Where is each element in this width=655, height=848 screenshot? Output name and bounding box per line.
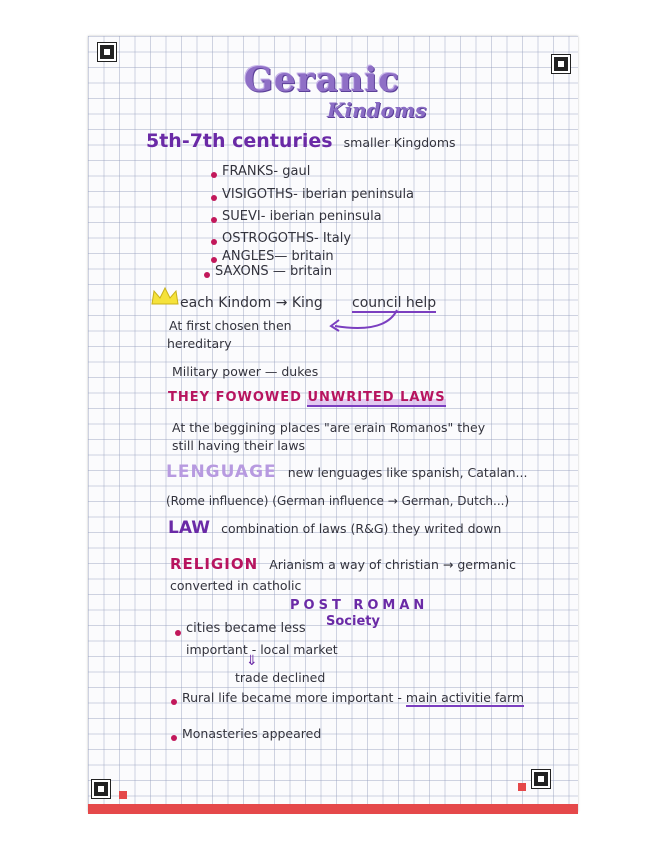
religion-line-2: converted in catholic <box>170 578 302 593</box>
bullet-icon <box>211 257 217 263</box>
laws-heading: THEY FOWOWED UNWRITED LAWS <box>168 390 446 405</box>
corner-marker-icon <box>552 55 570 73</box>
lenguage-line: LENGUAGE new lenguages like spanish, Catalan... <box>166 462 528 482</box>
religion-line: RELIGION Arianism a way of christian → germanic <box>170 555 516 573</box>
beginning-line-1: At the beggining places "are erain Romanos" they <box>172 420 486 435</box>
kingdom-king-line: each Kindom → King <box>180 295 323 311</box>
list-item: ANGLES— britain <box>222 249 334 264</box>
monasteries-line: Monasteries appeared <box>182 726 322 741</box>
corner-marker-icon <box>92 780 110 798</box>
bullet-icon <box>211 195 217 201</box>
bullet-icon <box>171 735 177 741</box>
beginning-line-2: still having their laws <box>172 438 306 453</box>
list-item: VISIGOTHS- iberian peninsula <box>222 187 415 202</box>
list-item: SUEVI- iberian peninsula <box>222 209 382 224</box>
bullet-icon <box>211 239 217 245</box>
page-edge-stripe <box>88 804 578 814</box>
corner-marker-icon <box>98 43 116 61</box>
list-item: FRANKS- gaul <box>222 164 311 179</box>
red-square-icon <box>518 783 526 791</box>
crown-icon <box>150 285 180 307</box>
bullet-icon <box>211 172 217 178</box>
cities-line-1: cities became less <box>186 621 306 636</box>
list-item: SAXONS — britain <box>215 264 333 279</box>
corner-marker-icon <box>532 770 550 788</box>
hereditary-line: hereditary <box>167 336 232 351</box>
page-subtitle: Kindoms <box>327 98 427 122</box>
cities-line-3: trade declined <box>235 670 326 685</box>
centuries-heading: 5th-7th centuries <box>146 130 333 152</box>
cities-line-2: important - local market <box>186 642 338 657</box>
council-help-label: council help <box>352 295 437 311</box>
chosen-line: At first chosen then <box>169 318 292 333</box>
down-arrow-icon: ⇓ <box>246 653 258 669</box>
bullet-icon <box>204 272 210 278</box>
red-square-icon <box>119 791 127 799</box>
post-roman-heading: POST ROMAN <box>290 598 429 613</box>
bullet-icon <box>211 217 217 223</box>
military-line: Military power — dukes <box>172 364 319 379</box>
bullet-icon <box>171 699 177 705</box>
lenguage-line-2: (Rome influence) (German influence → German, Dutch...) <box>166 494 510 508</box>
list-item: OSTROGOTHS- Italy <box>222 231 352 246</box>
bullet-icon <box>175 630 181 636</box>
arrow-to-king-icon <box>325 308 405 336</box>
rural-line: Rural life became more important - main activitie farm <box>182 690 525 705</box>
centuries-line <box>146 130 456 152</box>
centuries-note: smaller Kingdoms <box>343 135 456 150</box>
post-roman-society: Society <box>326 614 380 629</box>
page-title: Geranic <box>244 60 400 100</box>
law-line: LAW combination of laws (R&G) they writed down <box>168 518 502 538</box>
